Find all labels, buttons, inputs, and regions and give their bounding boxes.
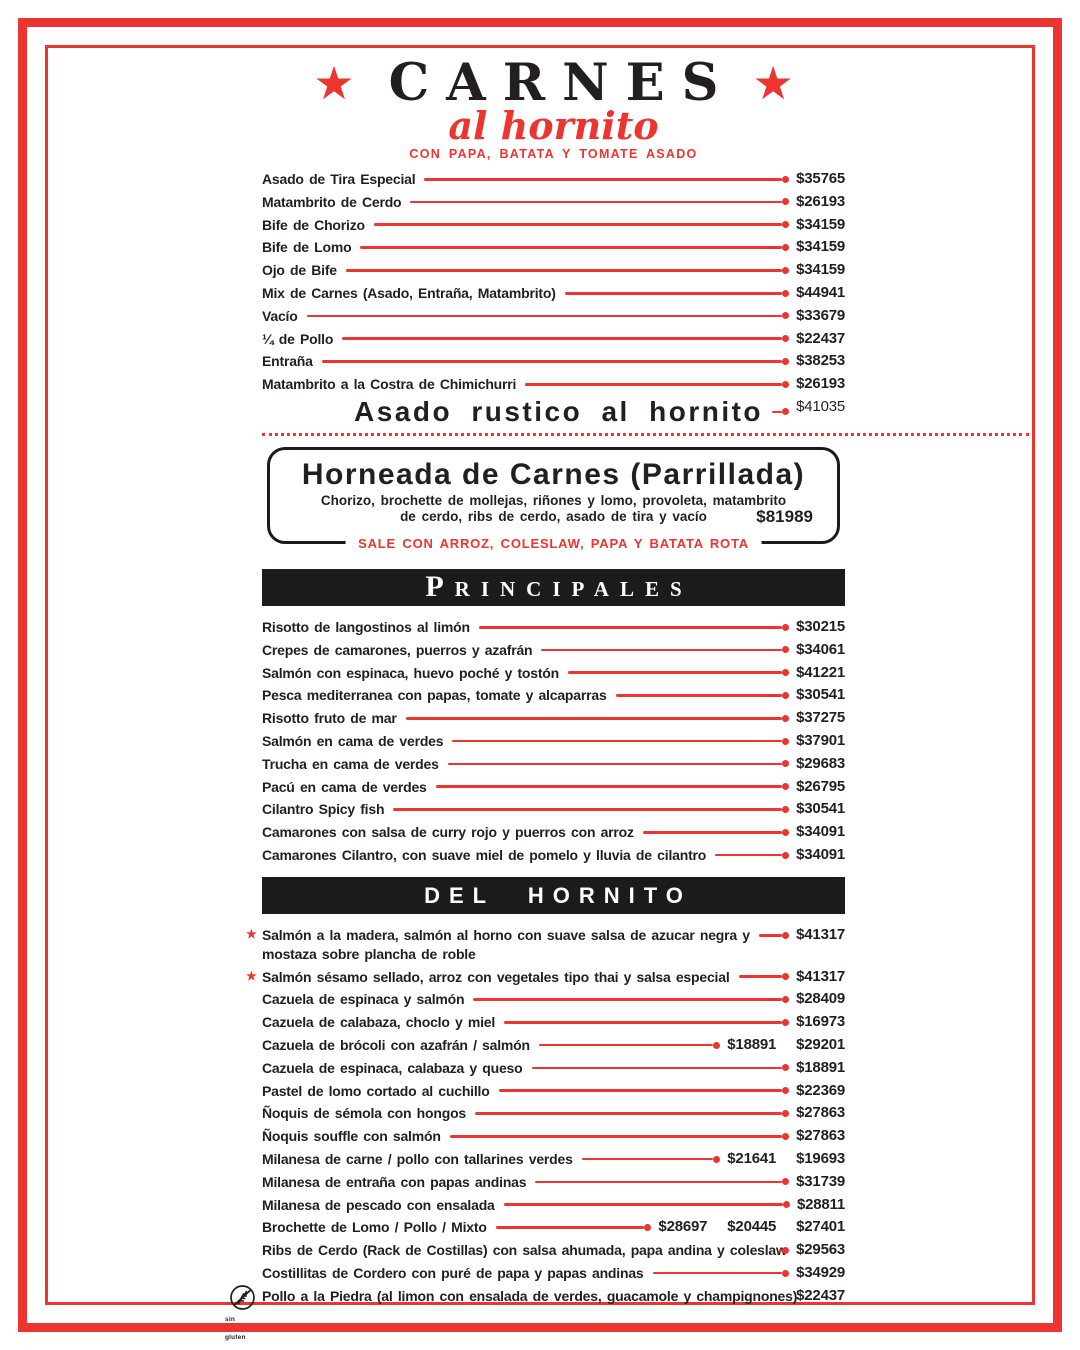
leader-line xyxy=(499,1082,790,1100)
item-name: Risotto de langostinos al limón xyxy=(262,618,470,635)
menu-item-row xyxy=(262,1013,845,1031)
item-name: Vacío xyxy=(262,307,298,324)
menu-item-row xyxy=(262,1104,845,1122)
leader-line xyxy=(715,846,789,864)
item-price: $41317 xyxy=(796,926,845,944)
item-price: $38253 xyxy=(796,352,845,370)
item-price: $34159 xyxy=(796,215,845,233)
item-price: $34091 xyxy=(796,823,845,841)
star-icon: ★ xyxy=(752,57,794,109)
menu-item-row xyxy=(262,238,845,256)
item-name: Cazuela de calabaza, choclo y miel xyxy=(262,1014,496,1031)
item-name: Bife de Lomo xyxy=(262,239,352,256)
leader-line xyxy=(424,170,789,188)
item-prices xyxy=(796,732,845,750)
item-price: $34061 xyxy=(796,640,845,658)
item-price: $31739 xyxy=(796,1172,845,1190)
menu-item-row xyxy=(262,1218,845,1236)
leader-line xyxy=(582,1150,721,1168)
item-prices xyxy=(796,846,845,864)
star-icon: ★ xyxy=(246,968,257,983)
item-prices xyxy=(796,800,845,818)
leader-line xyxy=(541,641,789,659)
item-name: Cazuela de espinaca y salmón xyxy=(262,991,465,1008)
item-price: $26795 xyxy=(796,777,845,795)
item-price: $27863 xyxy=(796,1127,845,1145)
item-name: Cazuela de brócoli con azafrán / salmón xyxy=(262,1036,530,1053)
menu-item-row xyxy=(262,216,845,234)
item-name: Cazuela de espinaca, calabaza y queso xyxy=(262,1059,523,1076)
box-description xyxy=(280,493,827,526)
leader-line xyxy=(342,330,789,348)
item-price: $18891 xyxy=(727,1035,777,1053)
item-name: Costillitas de Cordero con puré de papa y papas andinas xyxy=(262,1264,644,1281)
leader-line xyxy=(410,193,789,211)
featured-item-name: Asado rustico al hornito xyxy=(354,395,764,427)
item-name: Ojo de Bife xyxy=(262,262,337,279)
item-price: $26193 xyxy=(796,192,845,210)
menu-item-row xyxy=(262,1196,845,1214)
parrillada-box xyxy=(267,447,840,551)
item-price: $29683 xyxy=(796,754,845,772)
item-prices xyxy=(796,709,845,727)
item-price: $21641 xyxy=(727,1149,777,1167)
menu-item-row xyxy=(262,1127,845,1145)
menu-item-row xyxy=(262,1264,845,1282)
leader-line xyxy=(496,1218,652,1236)
section-del-hornito xyxy=(225,877,845,1342)
menu-item-row xyxy=(262,641,845,659)
menu-item-row xyxy=(246,967,845,986)
star-icon: ★ xyxy=(246,927,257,942)
leader-line xyxy=(473,990,789,1008)
item-prices xyxy=(796,990,845,1008)
box-price: $81989 xyxy=(756,506,813,526)
leader-line xyxy=(779,1241,789,1259)
box-title: Horneada de Carnes (Parrillada) xyxy=(301,457,806,491)
leader-line xyxy=(504,1196,790,1214)
item-price: $34159 xyxy=(796,261,845,279)
item-price: $29563 xyxy=(796,1241,845,1259)
item-name: Ñoquis souffle con salmón xyxy=(262,1128,441,1145)
menu-item-row xyxy=(262,990,845,1008)
menu-item-row xyxy=(225,1286,845,1342)
menu-item-row xyxy=(262,307,845,325)
menu-item-row xyxy=(262,1241,845,1259)
gluten-free-icon xyxy=(225,1284,259,1348)
item-name: Ribs de Cerdo (Rack de Costillas) con salsa ahumada, papa andina y coleslaw xyxy=(262,1242,787,1259)
menu-item-row xyxy=(262,375,845,393)
item-prices xyxy=(796,968,845,986)
menu-item-row xyxy=(262,1082,845,1100)
item-prices xyxy=(796,1287,845,1305)
item-price: $30541 xyxy=(796,686,845,704)
section-carnes-al-hornito xyxy=(262,170,845,426)
item-prices xyxy=(796,1241,845,1259)
gluten-free-caption: sin gluten xyxy=(225,1315,246,1342)
item-price: $16973 xyxy=(796,1013,845,1031)
item-name: Milanesa de pescado con ensalada xyxy=(262,1196,495,1213)
item-price: $37275 xyxy=(796,709,845,727)
item-price: $29201 xyxy=(796,1035,845,1053)
item-price: $22437 xyxy=(796,329,845,347)
item-prices xyxy=(727,1150,845,1168)
item-price: $30541 xyxy=(796,800,845,818)
item-name: Asado de Tira Especial xyxy=(262,171,416,187)
menu-item-row xyxy=(262,686,845,704)
item-prices xyxy=(796,641,845,659)
item-name: Pesca mediterranea con papas, tomate y alcaparras xyxy=(262,687,607,704)
item-name: ¼ de Pollo xyxy=(262,330,334,347)
item-name: Brochette de Lomo / Pollo / Mixto xyxy=(262,1219,487,1236)
item-prices xyxy=(796,755,845,773)
leader-line xyxy=(772,398,789,426)
item-name: Pollo a la Piedra (al limon con ensalada de verdes, guacamole y champignones) xyxy=(262,1287,798,1304)
item-name: Bife de Chorizo xyxy=(262,216,365,233)
item-name: Pastel de lomo cortado al cuchillo xyxy=(262,1082,490,1099)
item-name: Pacú en cama de verdes xyxy=(262,778,427,795)
leader-line xyxy=(393,800,789,818)
item-price: $28409 xyxy=(796,990,845,1008)
item-prices xyxy=(658,1218,845,1236)
item-name: Cilantro Spicy fish xyxy=(262,801,385,818)
item-price: $20445 xyxy=(727,1218,777,1236)
leader-line xyxy=(360,238,789,256)
menu-item-row xyxy=(262,778,845,796)
item-prices xyxy=(796,170,845,188)
page-tagline: CON PAPA, BATATA Y TOMATE ASADO xyxy=(409,147,698,161)
item-price: $30215 xyxy=(796,617,845,635)
title-row xyxy=(262,53,845,113)
leader-line xyxy=(452,732,789,750)
leader-line xyxy=(307,307,790,325)
item-prices xyxy=(796,1104,845,1122)
menu-item-row xyxy=(262,732,845,750)
leader-line xyxy=(436,778,789,796)
item-price: $27863 xyxy=(796,1104,845,1122)
leader-line xyxy=(535,1173,789,1191)
item-prices xyxy=(796,778,845,796)
carnes-item-list xyxy=(262,170,845,394)
item-name: Camarones con salsa de curry rojo y puerros con arroz xyxy=(262,824,634,841)
item-price: $41035 xyxy=(796,397,845,415)
page-subtitle: al hornito xyxy=(448,103,659,148)
item-prices xyxy=(796,307,845,325)
item-prices xyxy=(796,1264,845,1282)
item-price: $18891 xyxy=(796,1058,845,1076)
item-name: Ñoquis de sémola con hongos xyxy=(262,1105,467,1122)
item-prices xyxy=(796,284,845,302)
item-name: Entraña xyxy=(262,353,313,370)
menu-content xyxy=(225,53,845,1342)
item-prices xyxy=(796,1013,845,1031)
menu-item-row xyxy=(262,261,845,279)
menu-item-row xyxy=(262,193,845,211)
leader-line xyxy=(322,352,789,370)
menu-item-row xyxy=(262,170,845,188)
item-prices xyxy=(796,330,845,348)
item-prices xyxy=(796,216,845,234)
menu-item-row xyxy=(262,664,845,682)
leader-line xyxy=(479,618,789,636)
leader-line xyxy=(568,664,789,682)
item-price: $22437 xyxy=(796,1286,845,1304)
menu-item-row xyxy=(262,284,845,302)
menu-item-row xyxy=(262,1059,845,1077)
item-prices xyxy=(796,618,845,636)
leader-line xyxy=(616,686,790,704)
item-prices xyxy=(796,352,845,370)
principales-item-list xyxy=(262,618,845,864)
item-price: $33679 xyxy=(796,306,845,324)
item-name: Trucha en cama de verdes xyxy=(262,755,439,772)
item-prices xyxy=(796,1127,845,1145)
item-prices xyxy=(796,238,845,256)
banner-principales: Principales xyxy=(262,569,845,606)
menu-item-row xyxy=(262,709,845,727)
item-prices xyxy=(796,823,845,841)
item-price: $37901 xyxy=(796,731,845,749)
item-prices xyxy=(727,1036,845,1054)
menu-header xyxy=(262,53,845,161)
box-description-line1: Chorizo, brochette de mollejas, riñones y lomo, provoleta, matambrito xyxy=(320,492,787,508)
item-price: $44941 xyxy=(796,283,845,301)
menu-item-row xyxy=(262,1150,845,1168)
item-name: Milanesa de carne / pollo con tallarines verdes xyxy=(262,1150,573,1167)
item-price: $34929 xyxy=(796,1263,845,1281)
item-price: $26193 xyxy=(796,375,845,393)
menu-item-row xyxy=(262,330,845,348)
menu-item-row xyxy=(262,352,845,370)
leader-line xyxy=(504,1013,789,1031)
leader-line xyxy=(374,216,789,234)
leader-line xyxy=(532,1059,790,1077)
item-prices xyxy=(796,261,845,279)
menu-item-row xyxy=(262,1173,845,1191)
menu-item-row xyxy=(246,926,845,963)
leader-line xyxy=(565,284,789,302)
item-name: Milanesa de entraña con papas andinas xyxy=(262,1173,527,1190)
star-icon: ★ xyxy=(313,57,355,109)
leader-line xyxy=(448,755,789,773)
item-prices xyxy=(796,1059,845,1077)
menu-item-row xyxy=(262,846,845,864)
item-price: $28811 xyxy=(796,1195,845,1213)
leader-line xyxy=(450,1127,789,1145)
leader-line xyxy=(739,968,790,986)
item-prices xyxy=(796,1173,845,1191)
item-name: Crepes de camarones, puerros y azafrán xyxy=(262,641,533,658)
item-name: Salmón a la madera, salmón al horno con suave salsa de azucar negra y mostaza sobre plancha de roble xyxy=(262,927,750,962)
item-name: Camarones Cilantro, con suave miel de pomelo y lluvia de cilantro xyxy=(262,846,707,863)
item-name: Salmón con espinaca, huevo poché y tostón xyxy=(262,664,560,681)
item-price: $28697 xyxy=(658,1218,708,1236)
item-prices xyxy=(796,193,845,211)
item-prices xyxy=(796,664,845,682)
item-price: $41221 xyxy=(796,663,845,681)
featured-item-row xyxy=(262,395,845,427)
item-price: $41317 xyxy=(796,967,845,985)
item-price: $34091 xyxy=(796,845,845,863)
page-title: CARNES xyxy=(388,53,736,113)
menu-item-row xyxy=(262,755,845,773)
menu-item-row xyxy=(262,618,845,636)
gluten-free-glyph xyxy=(229,1284,256,1311)
banner-del-hornito: DEL HORNITO xyxy=(262,877,845,914)
item-name: Matambrito a la Costra de Chimichurri xyxy=(262,376,517,393)
menu-item-row xyxy=(262,1036,845,1054)
item-price: $22369 xyxy=(796,1081,845,1099)
item-name: Mix de Carnes (Asado, Entraña, Matambrito) xyxy=(262,284,556,301)
menu-item-row xyxy=(262,800,845,818)
item-name: Salmón sésamo sellado, arroz con vegetales tipo thai y salsa especial xyxy=(262,968,730,985)
item-price: $19693 xyxy=(796,1149,845,1167)
item-price: $35765 xyxy=(796,170,845,187)
section-principales xyxy=(262,569,845,864)
leader-line xyxy=(525,375,789,393)
leader-line xyxy=(406,709,790,727)
item-prices xyxy=(797,1196,845,1214)
item-prices xyxy=(796,926,845,944)
leader-line xyxy=(346,261,789,279)
item-prices xyxy=(796,375,845,393)
item-name: Matambrito de Cerdo xyxy=(262,193,402,210)
item-prices xyxy=(796,1082,845,1100)
item-price: $27401 xyxy=(796,1218,845,1236)
dotted-divider xyxy=(262,433,1029,436)
leader-line xyxy=(539,1036,720,1054)
del-hornito-item-list xyxy=(225,926,845,1342)
leader-line xyxy=(643,823,789,841)
item-name: Salmón en cama de verdes xyxy=(262,732,444,749)
item-price: $34159 xyxy=(796,238,845,256)
leader-line xyxy=(653,1264,790,1282)
item-name: Risotto fruto de mar xyxy=(262,710,397,727)
leader-line xyxy=(475,1104,789,1122)
leader-line xyxy=(759,926,789,944)
item-prices xyxy=(796,686,845,704)
box-footer-note: SALE CON ARROZ, COLESLAW, PAPA Y BATATA ROTA xyxy=(345,536,762,551)
box-description-line2: de cerdo, ribs de cerdo, asado de tira y vacío xyxy=(400,509,707,525)
menu-item-row xyxy=(262,823,845,841)
